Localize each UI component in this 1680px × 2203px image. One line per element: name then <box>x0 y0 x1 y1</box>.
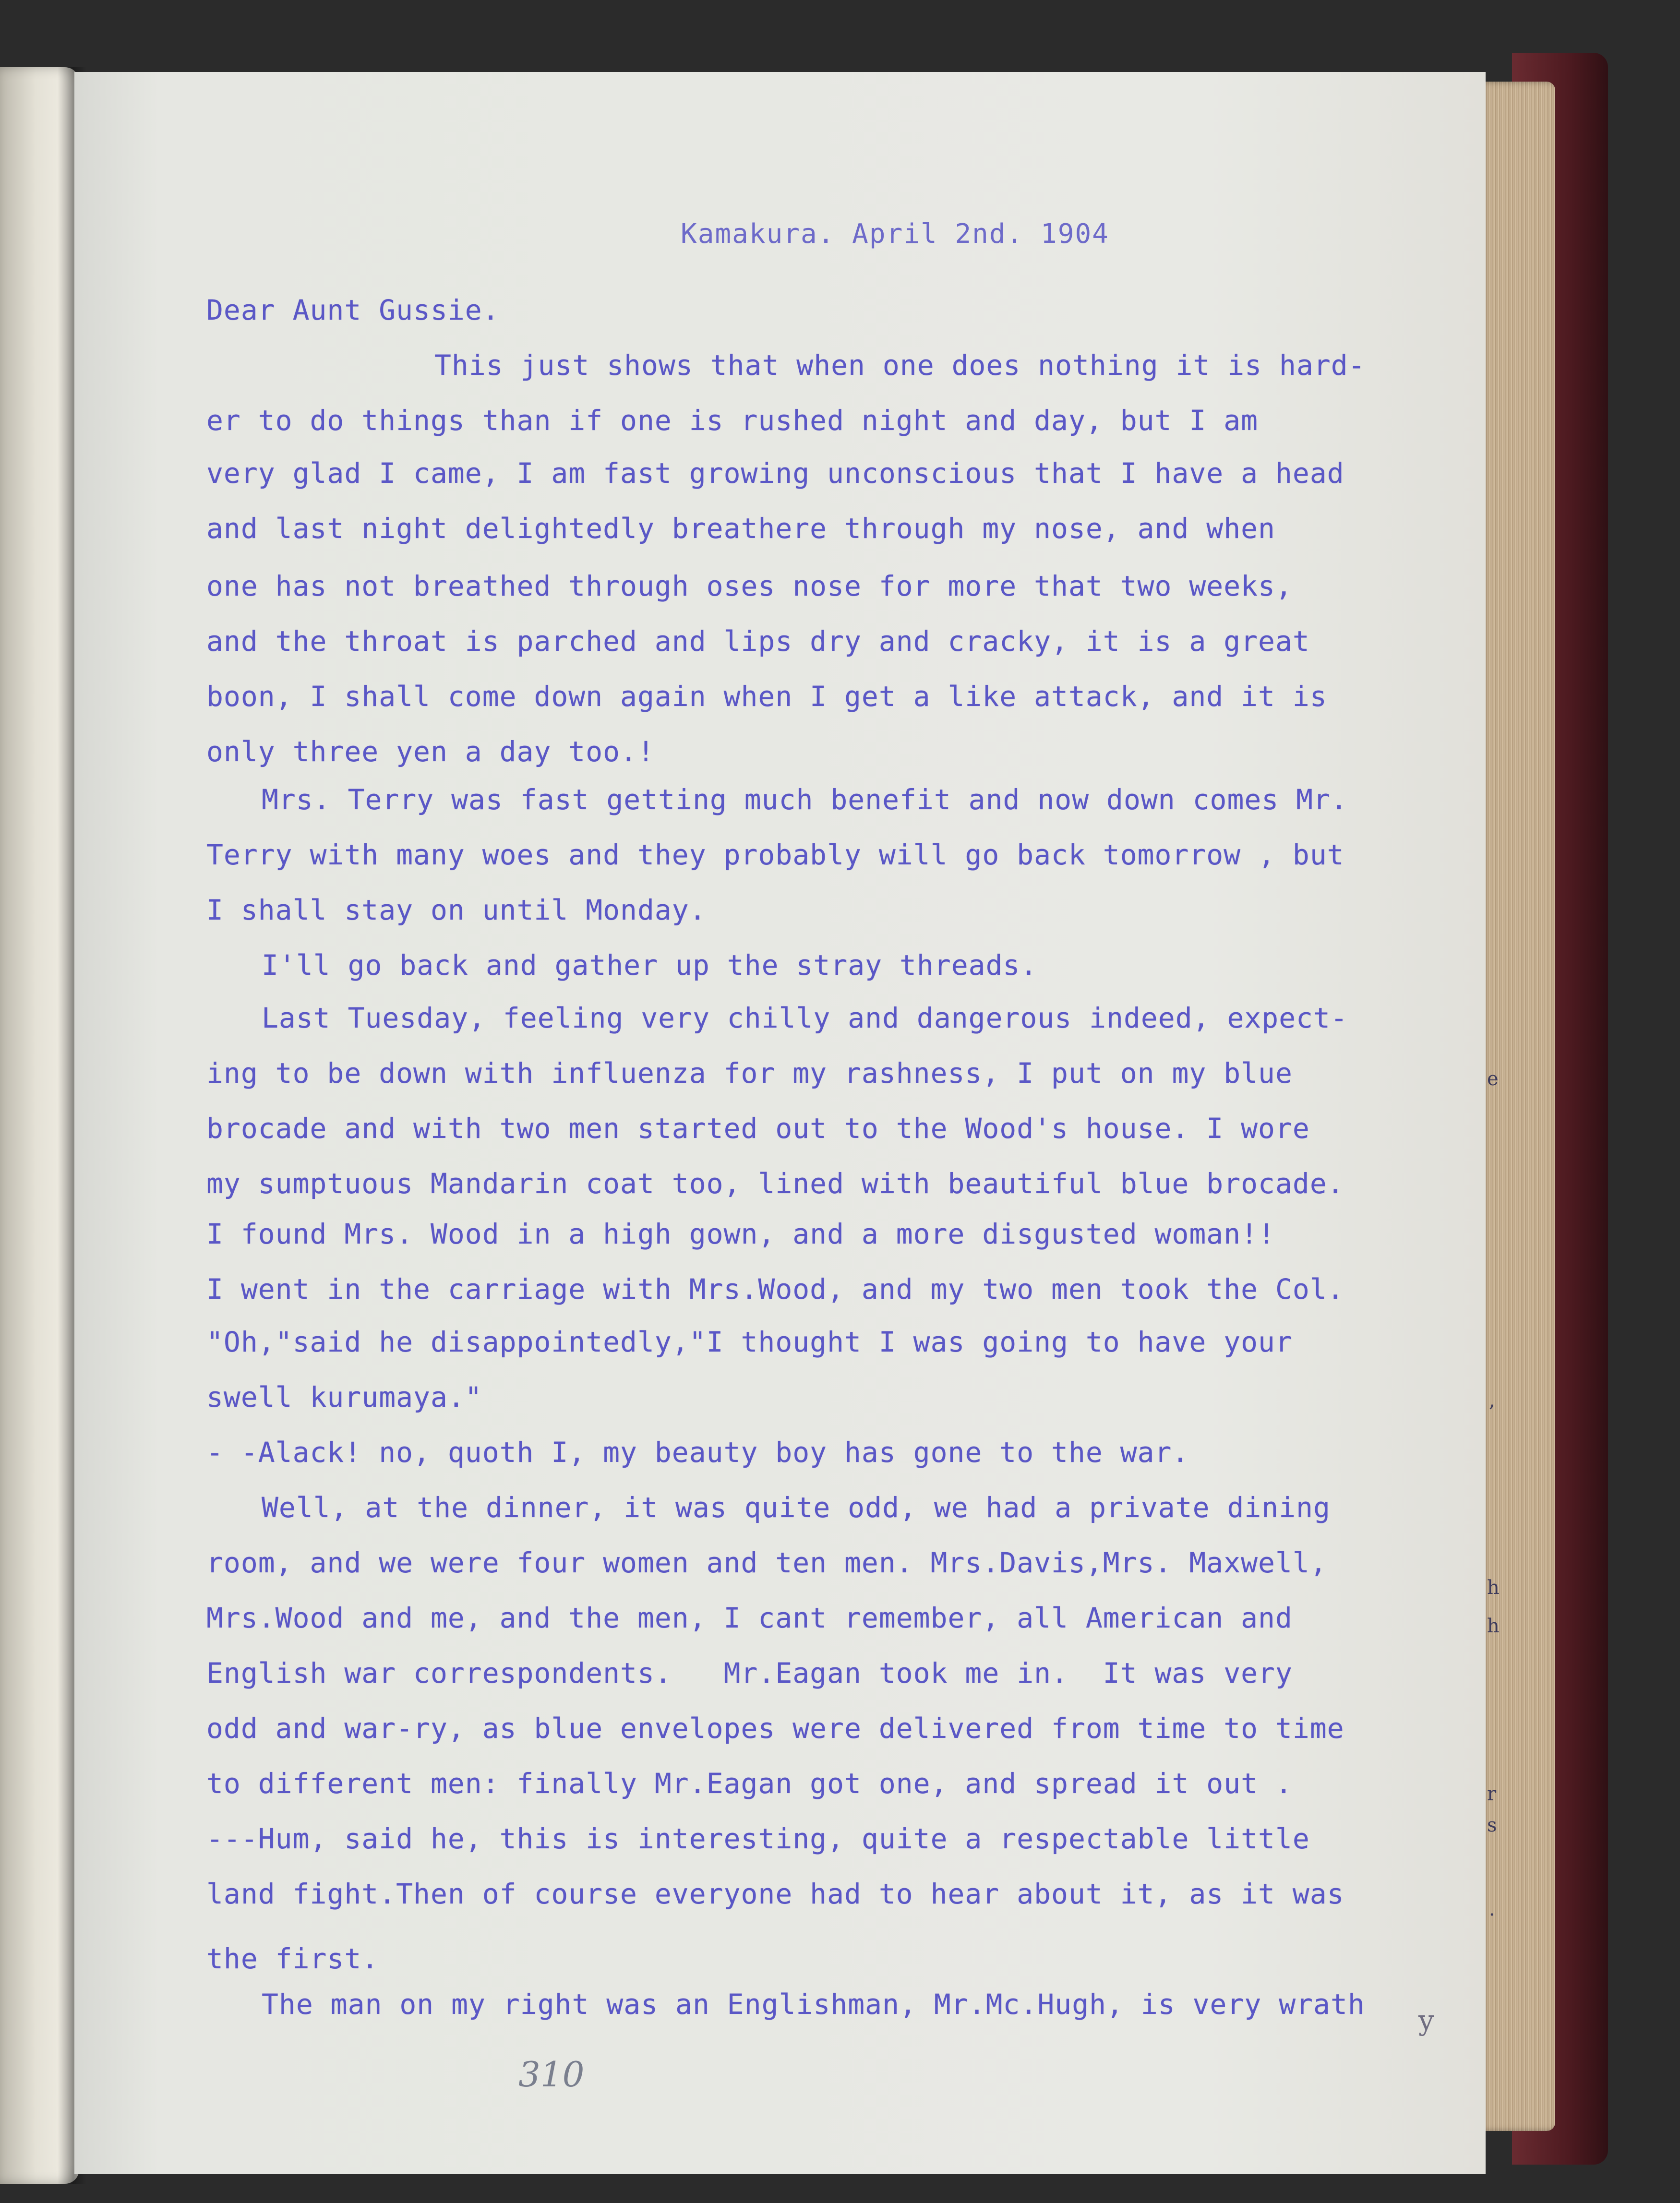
letter-line: I found Mrs. Wood in a high gown, and a more disgusted woman!! <box>206 1218 1275 1250</box>
letter-line: to different men: finally Mr.Eagan got one, and spread it out . <box>206 1767 1293 1800</box>
letter-line: ---Hum, said he, this is interesting, quite a respectable little <box>206 1822 1310 1855</box>
letter-line: English war correspondents. Mr.Eagan took me in. It was very <box>206 1657 1293 1689</box>
letter-line: and last night delightedly breathere through my nose, and when <box>206 512 1275 545</box>
letter-line: brocade and with two men started out to the Wood's house. I wore <box>206 1112 1310 1145</box>
letter-line: swell kurumaya." <box>206 1381 482 1413</box>
letter-line: I shall stay on until Monday. <box>206 894 707 926</box>
handwritten-page-number: 310 <box>518 2054 585 2095</box>
margin-mark: s <box>1487 1814 1497 1836</box>
margin-mark: h <box>1487 1615 1500 1637</box>
margin-mark: , <box>1489 1389 1495 1412</box>
letter-line: ing to be down with influenza for my rashness, I put on my blue <box>206 1057 1293 1090</box>
letter-dateline: Kamakura. April 2nd. 1904 <box>681 218 1109 250</box>
letter-line: land fight.Then of course everyone had to hear about it, as it was <box>206 1878 1344 1910</box>
corner-mark: y <box>1418 2004 1434 2036</box>
letter-line: Dear Aunt Gussie. <box>206 294 500 326</box>
letter-line: Terry with many woes and they probably will go back tomorrow , but <box>206 838 1344 871</box>
letter-line: er to do things than if one is rushed night and day, but I am <box>206 404 1259 437</box>
letter-line: Well, at the dinner, it was quite odd, we had a private dining <box>262 1491 1331 1524</box>
margin-mark: e <box>1487 1068 1499 1090</box>
letter-line: - -Alack! no, quoth I, my beauty boy has gone to the war. <box>206 1436 1189 1469</box>
letter-line: odd and war-ry, as blue envelopes were delivered from time to time <box>206 1712 1344 1745</box>
letter-line: only three yen a day too.! <box>206 735 655 768</box>
letter-line: room, and we were four women and ten men. Mrs.Davis,Mrs. Maxwell, <box>206 1546 1327 1579</box>
letter-line: I went in the carriage with Mrs.Wood, and my two men took the Col. <box>206 1273 1344 1305</box>
letter-line: the first. <box>206 1942 379 1975</box>
letter-line: Last Tuesday, feeling very chilly and dangerous indeed, expect- <box>262 1002 1348 1034</box>
letter-line: I'll go back and gather up the stray threads. <box>262 949 1038 982</box>
letter-line: one has not breathed through oses nose for more that two weeks, <box>206 570 1293 602</box>
margin-mark: r <box>1487 1783 1497 1805</box>
letter-line: This just shows that when one does nothing it is hard- <box>434 349 1366 382</box>
letter-line: very glad I came, I am fast growing unconscious that I have a head <box>206 457 1344 490</box>
letter-line: Mrs.Wood and me, and the men, I cant remember, all American and <box>206 1602 1293 1634</box>
letter-line: boon, I shall come down again when I get a like attack, and it is <box>206 680 1327 713</box>
letter-line: The man on my right was an Englishman, Mr.Mc.Hugh, is very wrath <box>262 1988 1365 2021</box>
letter-line: Mrs. Terry was fast getting much benefit and now down comes Mr. <box>262 783 1348 816</box>
letter-line: "Oh,"said he disappointedly,"I thought I was going to have your <box>206 1326 1293 1358</box>
letter-line: my sumptuous Mandarin coat too, lined with beautiful blue brocade. <box>206 1167 1344 1200</box>
margin-mark: . <box>1489 1898 1495 1920</box>
margin-mark: h <box>1487 1577 1500 1599</box>
letter-line: and the throat is parched and lips dry and cracky, it is a great <box>206 625 1310 658</box>
